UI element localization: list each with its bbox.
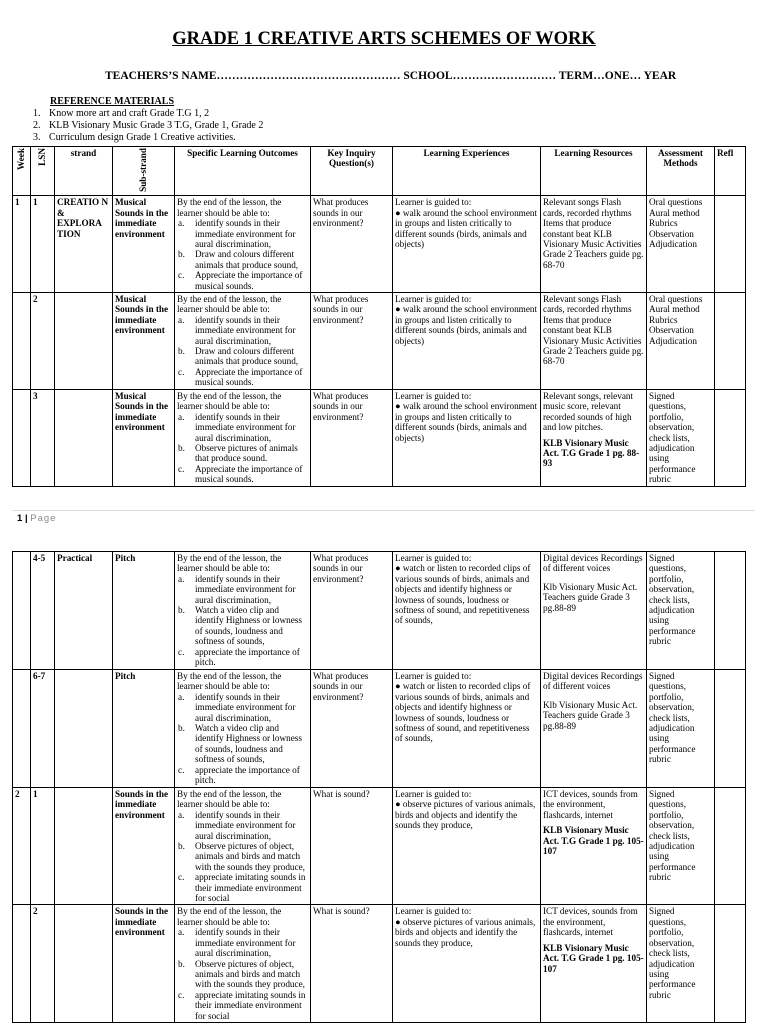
- outcome-item: [177, 574, 308, 605]
- cell-inquiry: What produces sounds in our environment?: [311, 196, 393, 293]
- experiences-intro: Learner is guided to:: [395, 390, 472, 401]
- table-row: [13, 670, 746, 788]
- reference-list: [33, 108, 263, 144]
- outcome-letter: c.: [178, 463, 185, 474]
- outcome-letter: c.: [178, 764, 185, 775]
- cell-week: [13, 292, 31, 389]
- outcome-letter: c.: [178, 270, 185, 281]
- outcome-text: identify sounds in their immediate environment for aural discrimination,: [195, 314, 296, 346]
- header-experiences: Learning Experiences: [393, 147, 541, 196]
- header-resources: Learning Resources: [541, 147, 647, 196]
- experiences-intro: Learner is guided to:: [395, 671, 472, 681]
- cell-sub-strand: Musical Sounds in the immediate environment: [113, 389, 175, 486]
- outcome-item: [177, 367, 308, 388]
- cell-sub-strand: Sounds in the immediate environment: [113, 905, 175, 1022]
- outcomes-intro: By the end of the lesson, the learner should be able to:: [177, 390, 282, 412]
- outcomes-list: [177, 218, 308, 291]
- cell-resources: [541, 292, 647, 389]
- experiences-text: ● walk around the school environment in groups and listen critically to different sounds (birds, animals and objects): [395, 207, 538, 249]
- outcome-item: [177, 605, 308, 647]
- outcome-letter: b.: [178, 605, 185, 616]
- outcome-text: identify sounds in their immediate environment for aural discrimination,: [195, 809, 296, 841]
- cell-experiences: [393, 670, 541, 788]
- cell-experiences: [393, 788, 541, 905]
- outcome-text: Watch a video clip and identify Highness or lowness of sounds, loudness and softness of sounds,: [195, 723, 302, 765]
- outcome-item: [177, 990, 308, 1021]
- resources-text: Relevant songs Flash cards, recorded rhythms Items that produce constant beat KLB Visionary Music Activities Grade 2 Teachers guide pg. 68-70: [543, 293, 644, 367]
- scheme-table-page2: [12, 551, 746, 1023]
- outcomes-list: [177, 412, 308, 485]
- outcome-item: [177, 765, 308, 786]
- outcome-text: Appreciate the importance of musical sounds.: [195, 366, 303, 388]
- cell-sub-strand: Sounds in the immediate environment: [113, 788, 175, 905]
- table-row: [13, 389, 746, 486]
- outcomes-list: [177, 574, 308, 668]
- outcomes-list: [177, 927, 308, 1021]
- teacher-info-line: TEACHERS’S NAME………………………………………… SCHOOL……………………… TERM…ONE… YEAR: [105, 70, 677, 82]
- resources-text-2: Klb Visionary Music Act. Teachers guide Grade 3 pg.88-89: [543, 581, 638, 613]
- cell-experiences: [393, 196, 541, 293]
- outcome-item: [177, 443, 308, 464]
- header-strand: strand: [55, 147, 113, 196]
- cell-resources: [541, 905, 647, 1022]
- cell-reflection: [715, 788, 746, 905]
- header-assessment: Assessment Methods: [647, 147, 715, 196]
- cell-assessment: Oral questions Aural method Rubrics Observation Adjudication: [647, 196, 715, 293]
- cell-resources: [541, 670, 647, 788]
- cell-outcomes: [175, 788, 311, 905]
- cell-strand: Practical: [55, 552, 113, 670]
- cell-assessment: Signed questions, portfolio, observation, check lists, adjudication using performance rubric: [647, 670, 715, 788]
- outcomes-intro: By the end of the lesson, the learner should be able to:: [177, 789, 282, 810]
- outcome-item: [177, 249, 308, 270]
- outcome-letter: a.: [178, 809, 185, 820]
- outcomes-intro: By the end of the lesson, the learner should be able to:: [177, 906, 282, 927]
- resources-reference: KLB Visionary Music Act. T.G Grade 1 pg. 88-93: [543, 437, 640, 469]
- outcome-text: identify sounds in their immediate environment for aural discrimination,: [195, 218, 296, 249]
- outcome-text: Observe pictures of object, animals and birds and match with the sounds they produce,: [195, 841, 305, 872]
- outcome-item: [177, 412, 308, 443]
- cell-assessment: Signed questions, portfolio, observation, check lists, adjudication using performance rubric: [647, 905, 715, 1022]
- experiences-text: ● watch or listen to recorded clips of various sounds of birds, animals and objects and identify highness or lowness of sounds, loudness or softness of sound, and repetitiveness of sounds,: [395, 681, 531, 744]
- outcome-item: [177, 464, 308, 485]
- cell-sub-strand: Musical Sounds in the immediate environment: [113, 292, 175, 389]
- cell-week: [13, 389, 31, 486]
- outcome-letter: a.: [178, 218, 185, 229]
- cell-outcomes: [175, 196, 311, 293]
- cell-resources: [541, 552, 647, 670]
- cell-assessment: Oral questions Aural method Rubrics Observation Adjudication: [647, 292, 715, 389]
- cell-sub-strand: Pitch: [113, 552, 175, 670]
- document-title: GRADE 1 CREATIVE ARTS SCHEMES OF WORK: [172, 29, 596, 49]
- outcome-item: [177, 959, 308, 990]
- cell-week: [13, 905, 31, 1022]
- cell-inquiry: What produces sounds in our environment?: [311, 292, 393, 389]
- cell-lsn: 1: [31, 788, 55, 905]
- cell-inquiry: What is sound?: [311, 788, 393, 905]
- outcome-letter: b.: [178, 841, 185, 852]
- cell-outcomes: [175, 670, 311, 788]
- outcome-text: identify sounds in their immediate environment for aural discrimination,: [195, 691, 296, 723]
- outcome-text: appreciate imitating sounds in their immediate environment for social: [195, 989, 306, 1021]
- reference-item: 3. Curriculum design Grade 1 Creative activities.: [33, 132, 236, 143]
- outcome-letter: a.: [178, 573, 185, 584]
- header-week: Week: [13, 147, 31, 196]
- outcome-item: [177, 270, 308, 291]
- outcome-letter: c.: [178, 989, 185, 1000]
- header-lsn: LSN: [31, 147, 55, 196]
- outcome-letter: c.: [178, 872, 185, 883]
- cell-week: [13, 552, 31, 670]
- outcome-item: [177, 872, 308, 903]
- cell-lsn: 1: [31, 196, 55, 293]
- outcome-text: appreciate imitating sounds in their immediate environment for social: [195, 872, 306, 904]
- outcome-item: [177, 692, 308, 723]
- experiences-intro: Learner is guided to:: [395, 789, 472, 799]
- experiences-text: ● walk around the school environment in groups and listen critically to different sounds (birds, animals and objects): [395, 401, 538, 443]
- outcome-letter: b.: [178, 443, 185, 454]
- table-row: [13, 196, 746, 293]
- cell-strand: [55, 905, 113, 1022]
- outcome-text: Appreciate the importance of musical sounds.: [195, 463, 303, 485]
- outcomes-intro: By the end of the lesson, the learner should be able to:: [177, 671, 282, 692]
- resources-text: Relevant songs, relevant music score, relevant recorded sounds of high and low pitches.: [543, 390, 634, 433]
- cell-lsn: 6-7: [31, 670, 55, 788]
- table-row: [13, 905, 746, 1022]
- cell-week: 2: [13, 788, 31, 905]
- cell-outcomes: [175, 905, 311, 1022]
- outcome-letter: a.: [178, 691, 185, 702]
- outcome-text: identify sounds in their immediate environment for aural discrimination,: [195, 411, 296, 443]
- outcome-item: [177, 841, 308, 872]
- experiences-text: ● observe pictures of various animals, birds and objects and identify the sounds they produce,: [395, 916, 536, 948]
- outcome-item: [177, 810, 308, 841]
- outcome-text: Observe pictures of object, animals and birds and match with the sounds they produce,: [195, 958, 305, 990]
- outcome-text: appreciate the importance of pitch.: [195, 646, 300, 668]
- cell-inquiry: What produces sounds in our environment?: [311, 389, 393, 486]
- cell-experiences: [393, 389, 541, 486]
- table-header-row: [13, 147, 746, 196]
- page-number: 1: [17, 513, 23, 524]
- cell-lsn: 4-5: [31, 552, 55, 670]
- outcome-item: [177, 346, 308, 367]
- cell-reflection: [715, 552, 746, 670]
- experiences-intro: Learner is guided to:: [395, 906, 472, 917]
- reference-item: 1. Know more art and craft Grade T.G 1, 2: [33, 108, 210, 119]
- outcome-letter: b.: [178, 346, 185, 357]
- cell-outcomes: [175, 292, 311, 389]
- cell-reflection: [715, 389, 746, 486]
- experiences-intro: Learner is guided to:: [395, 197, 472, 208]
- cell-experiences: [393, 292, 541, 389]
- cell-assessment: Signed questions, portfolio, observation, check lists, adjudication using performance rubric: [647, 389, 715, 486]
- experiences-text: ● watch or listen to recorded clips of various sounds of birds, animals and objects and identify highness or lowness of sounds, loudness or softness of sound, and repetitiveness of sounds,: [395, 563, 531, 626]
- header-sub-strand: Sub-strand: [113, 147, 175, 196]
- cell-lsn: 2: [31, 292, 55, 389]
- outcome-text: appreciate the importance of pitch.: [195, 764, 300, 786]
- outcome-text: Appreciate the importance of musical sounds.: [195, 270, 303, 291]
- cell-resources: [541, 389, 647, 486]
- header-outcomes: Specific Learning Outcomes: [175, 147, 311, 196]
- outcome-text: identify sounds in their immediate environment for aural discrimination,: [195, 573, 296, 605]
- outcome-item: [177, 723, 308, 765]
- outcome-text: Observe pictures of animals that produce sound.: [195, 443, 298, 464]
- table-row: [13, 788, 746, 905]
- experiences-text: ● walk around the school environment in groups and listen critically to different sounds (birds, animals and objects): [395, 304, 538, 346]
- resources-text: ICT devices, sounds from the environment, flashcards, internet: [543, 789, 638, 820]
- footer-divider: [12, 510, 755, 511]
- cell-reflection: [715, 905, 746, 1022]
- resources-reference: KLB Visionary Music Act. T.G Grade 1 pg. 105-107: [543, 825, 644, 857]
- experiences-text: ● observe pictures of various animals, birds and objects and identify the sounds they produce,: [395, 799, 536, 831]
- outcomes-list: [177, 810, 308, 904]
- cell-inquiry: What produces sounds in our environment?: [311, 670, 393, 788]
- page-footer: 1 | Page: [17, 513, 57, 524]
- cell-strand: [55, 670, 113, 788]
- table-row: [13, 552, 746, 670]
- page-word: Page: [30, 513, 57, 524]
- outcome-letter: b.: [178, 958, 185, 969]
- cell-strand: [55, 788, 113, 905]
- cell-reflection: [715, 196, 746, 293]
- cell-inquiry: What is sound?: [311, 905, 393, 1022]
- outcomes-intro: By the end of the lesson, the learner should be able to:: [177, 197, 282, 218]
- outcome-text: identify sounds in their immediate environment for aural discrimination,: [195, 927, 296, 959]
- cell-assessment: Signed questions, portfolio, observation, check lists, adjudication using performance rubric: [647, 788, 715, 905]
- scheme-table-page1: [12, 146, 746, 487]
- outcomes-intro: By the end of the lesson, the learner should be able to:: [177, 553, 282, 574]
- resources-reference: KLB Visionary Music Act. T.G Grade 1 pg. 105-107: [543, 942, 644, 974]
- cell-week: 1: [13, 196, 31, 293]
- cell-strand: [55, 292, 113, 389]
- cell-reflection: [715, 670, 746, 788]
- cell-strand: [55, 389, 113, 486]
- experiences-intro: Learner is guided to:: [395, 553, 472, 563]
- experiences-intro: Learner is guided to:: [395, 293, 472, 304]
- outcomes-list: [177, 692, 308, 786]
- reference-heading: REFERENCE MATERIALS: [50, 96, 174, 107]
- cell-lsn: 2: [31, 905, 55, 1022]
- outcome-letter: c.: [178, 366, 185, 377]
- cell-week: [13, 670, 31, 788]
- outcomes-intro: By the end of the lesson, the learner should be able to:: [177, 293, 282, 315]
- outcome-letter: a.: [178, 411, 185, 422]
- outcome-letter: c.: [178, 646, 185, 657]
- resources-text: Digital devices Recordings of different voices: [543, 671, 643, 692]
- outcome-text: Draw and colours different animals that produce sound,: [195, 249, 299, 270]
- cell-experiences: [393, 905, 541, 1022]
- outcome-text: Watch a video clip and identify Highness or lowness of sounds, loudness and softness of sounds,: [195, 605, 302, 647]
- resources-text: Digital devices Recordings of different voices: [543, 553, 643, 574]
- cell-sub-strand: Pitch: [113, 670, 175, 788]
- cell-inquiry: What produces sounds in our environment?: [311, 552, 393, 670]
- outcome-letter: a.: [178, 314, 185, 325]
- resources-text: ICT devices, sounds from the environment, flashcards, internet: [543, 906, 638, 938]
- cell-resources: [541, 196, 647, 293]
- outcome-text: Draw and colours different animals that produce sound,: [195, 346, 299, 367]
- outcomes-list: [177, 315, 308, 388]
- cell-resources: [541, 788, 647, 905]
- header-inquiry: Key Inquiry Question(s): [311, 147, 393, 196]
- outcome-item: [177, 927, 308, 958]
- cell-sub-strand: Musical Sounds in the immediate environment: [113, 196, 175, 293]
- outcome-letter: a.: [178, 927, 185, 938]
- cell-experiences: [393, 552, 541, 670]
- table-row: [13, 292, 746, 389]
- outcome-item: [177, 647, 308, 668]
- cell-strand: CREATIO N & EXPLORA TION: [55, 196, 113, 293]
- outcome-item: [177, 315, 308, 346]
- outcome-item: [177, 218, 308, 249]
- cell-outcomes: [175, 389, 311, 486]
- cell-assessment: Signed questions, portfolio, observation, check lists, adjudication using performance rubric: [647, 552, 715, 670]
- reference-item: 2. KLB Visionary Music Grade 3 T.G, Grade 1, Grade 2: [33, 120, 264, 131]
- cell-reflection: [715, 292, 746, 389]
- cell-lsn: 3: [31, 389, 55, 486]
- cell-outcomes: [175, 552, 311, 670]
- outcome-letter: b.: [178, 723, 185, 734]
- resources-text: Relevant songs Flash cards, recorded rhythms Items that produce constant beat KLB Visionary Music Activities Grade 2 Teachers guide pg. 68-70: [543, 197, 644, 270]
- header-refl: Refl: [715, 147, 746, 196]
- resources-text-2: Klb Visionary Music Act. Teachers guide Grade 3 pg.88-89: [543, 699, 638, 731]
- outcome-letter: b.: [178, 249, 185, 260]
